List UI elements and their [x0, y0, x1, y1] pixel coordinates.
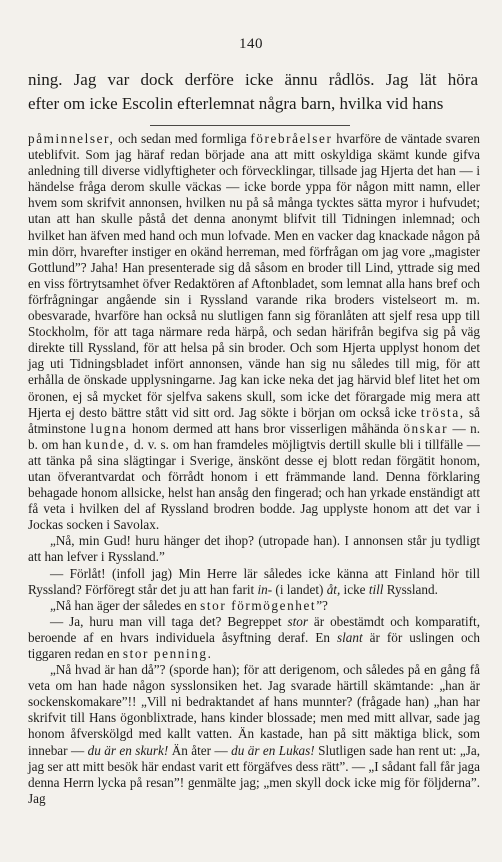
text-run: „Nå, min Gud! huru hänger det ihop? (utropade han). I annonsen står ju tydligt att han lefver i Ryssland.”: [28, 533, 480, 565]
body-paragraph: [28, 131, 480, 533]
italic-text: stor: [287, 613, 308, 629]
text-run: är obestämdt och komparatift, beroende af en hvars individuela åsyftning deraf. En: [28, 613, 480, 645]
body-paragraph: [28, 614, 480, 662]
text-run: — n. b. om han: [28, 420, 481, 452]
spaced-text: lugna: [90, 420, 128, 436]
text-run: Slutligen sade han rent ut: „Ja, jag ser att mitt besök här endast varit ett förgäfves dess rätt”. — „I sådant fall får jaga denna Herrn lycka på resan”! genmälte jag; „men skyll dock icke mig för följderna”. Jag: [28, 742, 480, 806]
text-run: d. v. s. om han framdeles möjligtvis dertill skulle bli i tillfälle — att tänka på sina slägtingar i Sverige, änskönt desse ej blott redan förgätit honom, utan öfverantvardat och förrådt honom i ett främmande land. Denna förklaring behagade honom allsicke, helst han ansåg den fingerad; och han yrkade enständigt att få veta i hvilken del af Ryssland brodren bodde. Jag upplyste honom att det var i Jockas socken i Savolax.: [28, 436, 480, 533]
italic-text: åt,: [326, 581, 341, 597]
body-paragraph: [28, 533, 480, 565]
page-number: 140: [239, 36, 263, 52]
text-run: hvarföre de väntade svaren uteblifvit. Som jag häraf redan började ana att mitt oskyldiga skämt kunde gifva anledning till diverse vidlyftigheter och förvecklingar, tillsade jag Hjerta det han — i händelse fråga derom skulle väckas — icke borde yppa för någon mitt namn, eller hvem som skrifvit annonsen, hvilken nu på så många tycktes sätta myror i hufvudet; utan att han skulle påstå det denna anonymt blifvit till Tidningen inlemnad; och hvilket han äfven med hand och mun lofvade. Men en vacker dag knackade någon på min dörr, hvarefter instiger en okänd herreman, med förfrågan om jag vore „magister Gottlund”? Jaha! Han presenterade sig då såsom en broder till Lind, yttrade sig med en viss förtrytsamhet öfver Redaktören af Aftonbladet, som lemnat alla hans bref och förfrågningar angående sin i Ryssland varande rika broders vistelseort m. m. obesvarade, hvarföre han också nu slutligen fann sig föranlåten att sjelf resa upp till Stockholm, för att taga närmare reda härpå, och sedan härifrån begifva sig på väg direkte till Ryssland, för att helsa på sin broder. Och som Hjerta upplyst honom det jag uti Tidningsbladet infört annonsen, vände han sig nu således till mig, för att erhålla de önskade upplysningarne. Jag kan icke neka det jag härvid blef litet het om öronen, ej så mycket för sjelfva sakens skull, som icke det förargade mig mera att Hjerta ej desto bättre stått vid sitt ord. Jag sökte i början om också icke: [28, 131, 480, 420]
text-run: ”?: [316, 597, 328, 613]
body-paragraph: [28, 662, 480, 807]
text-run: är för uslingen och tiggaren redan en: [28, 629, 480, 661]
body-paragraph: [28, 566, 480, 598]
spaced-text: kunde,: [85, 436, 131, 452]
intro-line: efter om icke Escolin efterlemnat några barn, hvilka vid hans: [28, 94, 444, 113]
intro-line: ning. Jag var dock derföre icke ännu rådlös. Jag lät höra: [28, 70, 478, 89]
spaced-text: stor förmögenhet: [200, 597, 317, 613]
italic-text: in-: [257, 581, 273, 597]
italic-text: till: [368, 581, 384, 597]
text-run: „Nå han äger der således en: [50, 597, 201, 613]
text-run: honom dermed att hans bror visserligen måhända: [127, 420, 404, 436]
text-run: icke: [340, 581, 369, 597]
body-text: [28, 131, 480, 807]
section-divider: [150, 125, 350, 126]
body-paragraph: [28, 598, 480, 614]
text-run: så åtminstone: [28, 404, 480, 436]
italic-text: slant: [337, 629, 363, 645]
text-run: — Ja, huru man vill taga det? Begreppet: [50, 613, 288, 629]
italic-text: du är en Lukas!: [231, 742, 315, 758]
text-run: och sedan med formliga: [114, 131, 251, 146]
text-run: „Nå hvad är han då”? (sporde han); för att derigenom, och således på en gång få veta om han hade någon sysslonsiken het. Jag svarade härtill skämtande: „han är sockenskomakare”!! „Vill ni bedraktandet af hans munnter? (frågade han) „han har skrifvit till Hans ögonblixtrade, hans kinder blossade; men med mitt allvar, sade jag honom åfverskölgd med kallt vatten. Än kastade, han på sitt mäktiga blick, som innebar —: [28, 662, 480, 758]
spaced-text: förebråelser: [250, 131, 333, 146]
spaced-text: trösta,: [420, 404, 465, 420]
text-run: Ryssland.: [383, 581, 438, 597]
text-run: Än åter —: [168, 742, 232, 758]
spaced-text: önskar: [403, 420, 449, 436]
text-run: — Förlåt! (infoll jag) Min Herre lär således icke känna att Finland hör till Ryssland? Förföregt står det ju att han farit: [28, 565, 480, 597]
spaced-text: stor penning.: [122, 646, 213, 661]
italic-text: du är en skurk!: [87, 742, 169, 758]
text-run: (i landet): [272, 581, 327, 597]
spaced-text: påminnelser,: [28, 131, 115, 146]
intro-lines: [28, 68, 478, 116]
